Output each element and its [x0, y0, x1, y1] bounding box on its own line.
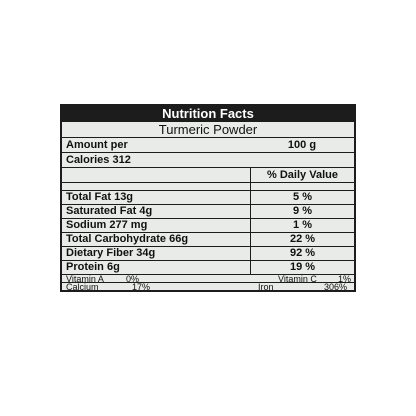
- nutrient-row: [62, 233, 354, 247]
- serving-label: Amount per: [66, 139, 128, 151]
- vitamin-name-2: Vitamin C: [278, 274, 317, 284]
- nutrient-dv: 92 %: [250, 247, 354, 260]
- daily-value-header: % Daily Value: [250, 168, 354, 182]
- nutrient-name: Sodium 277 mg: [66, 219, 148, 231]
- calories-row: [62, 153, 354, 168]
- nutrient-dv: 9 %: [250, 205, 354, 218]
- nutrient-name: Dietary Fiber 34g: [66, 247, 156, 259]
- mineral-name-2: Iron: [258, 282, 274, 292]
- spacer-cell: [250, 183, 354, 190]
- nutrient-row: [62, 191, 354, 205]
- mineral-value-2: 306%: [324, 282, 348, 292]
- nutrient-name: Total Fat 13g: [66, 191, 134, 203]
- daily-value-header-row: [62, 168, 354, 183]
- nutrient-dv: 1 %: [250, 219, 354, 232]
- serving-value: 100 g: [287, 139, 317, 151]
- nutrient-name: Protein 6g: [66, 261, 120, 273]
- nutrition-facts-title: Nutrition Facts: [62, 106, 354, 122]
- vitamin-value-2: 1%: [338, 274, 352, 284]
- nutrient-row: [62, 205, 354, 219]
- nutrient-dv: 22 %: [250, 233, 354, 246]
- vitamin-value: 0%: [126, 274, 140, 284]
- nutrition-facts-label: [60, 104, 356, 292]
- product-name: Turmeric Powder: [62, 122, 354, 138]
- vitamin-name: Vitamin A: [66, 274, 104, 284]
- nutrient-dv: 5 %: [250, 191, 354, 204]
- spacer-row: [62, 183, 354, 191]
- nutrient-name: Saturated Fat 4g: [66, 205, 153, 217]
- vitamin-row: [62, 275, 354, 283]
- mineral-name: Calcium: [66, 282, 99, 292]
- nutrient-row: [62, 247, 354, 261]
- calories-text: Calories 312: [66, 154, 131, 166]
- serving-row: [62, 138, 354, 153]
- mineral-value: 17%: [132, 282, 151, 292]
- mineral-row: [62, 283, 354, 292]
- nutrient-name: Total Carbohydrate 66g: [66, 233, 189, 245]
- nutrient-row: [62, 261, 354, 275]
- nutrient-dv: 19 %: [250, 261, 354, 274]
- nutrient-row: [62, 219, 354, 233]
